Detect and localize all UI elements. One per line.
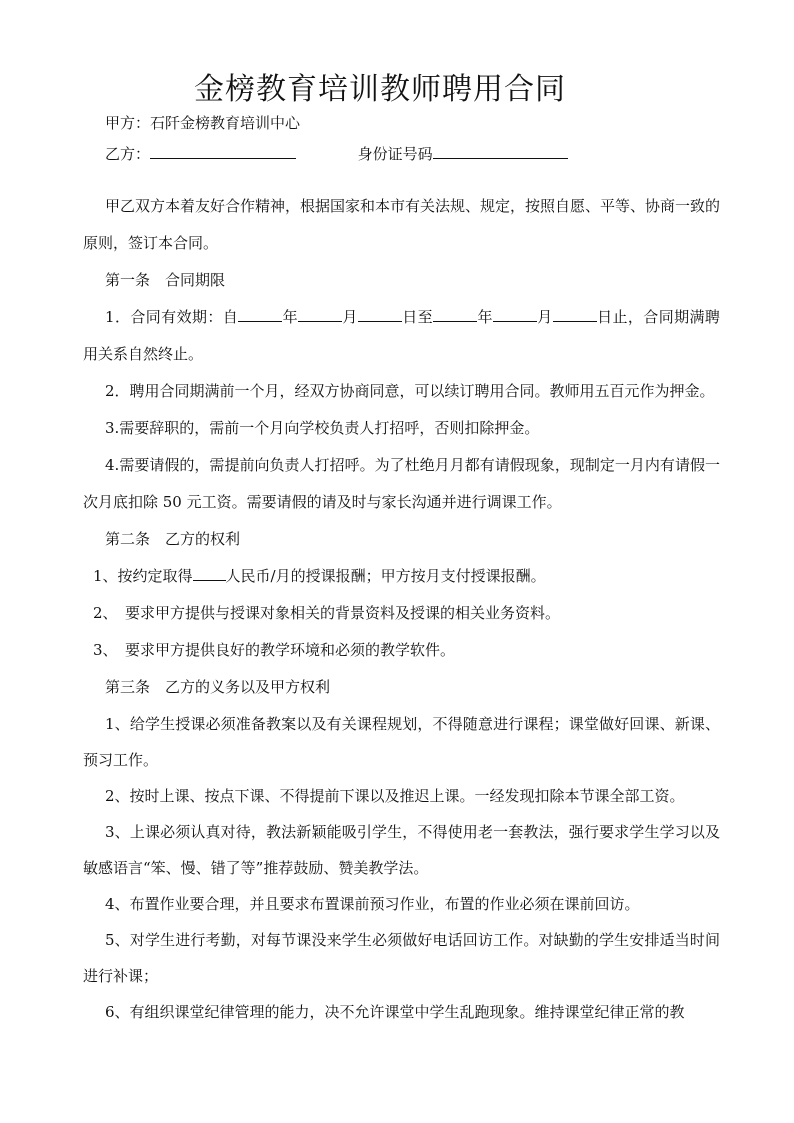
article3-item: 5、对学生进行考勤，对每节课没来学生必须做好电话回访工作。对缺勤的学生安排适当时间进行补课； [83, 931, 720, 985]
id-number-blank[interactable] [433, 144, 568, 159]
salary-blank[interactable] [193, 566, 226, 581]
party-b-label: 乙方： [105, 145, 151, 163]
article1-item3: 3.需要辞职的，需前一个月向学校负责人打招呼，否则扣除押金。 [105, 419, 540, 437]
end-year-blank[interactable] [433, 307, 477, 322]
page-title: 金榜教育培训教师聘用合同 [194, 72, 566, 107]
id-number-label: 身份证号码 [357, 145, 433, 163]
end-day-blank[interactable] [553, 307, 597, 322]
article3-item: 2、按时上课、按点下课、不得提前下课以及推迟上课。一经发现扣除本节课全部工资。 [105, 787, 685, 805]
start-day-blank[interactable] [358, 307, 402, 322]
article3-item: 3、上课必须认真对待，教法新颖能吸引学生，不得使用老一套教法，强行要求学生学习以及敏感语言“笨、慢、错了等”推荐鼓励、赞美教学法。 [83, 823, 720, 877]
article1-item4: 4.需要请假的，需提前向负责人打招呼。为了杜绝月月都有请假现象，现制定一月内有请假一次月底扣除 50 元工资。需要请假的请及时与家长沟通并进行调课工作。 [83, 456, 720, 511]
party-a-value: 石阡金榜教育培训中心 [150, 114, 301, 132]
article3-item: 4、布置作业要合理，并且要求布置课前预习作业，布置的作业必须在课前回访。 [105, 895, 640, 913]
start-month-blank[interactable] [298, 307, 342, 322]
party-b-line [105, 143, 568, 164]
article3-heading: 第三条 乙方的义务以及甲方权利 [105, 678, 331, 696]
article2-item3: 3、 要求甲方提供良好的教学环境和必须的教学软件。 [93, 641, 456, 659]
article3-item: 1、给学生授课必须准备教案以及有关课程规划，不得随意进行课程；课堂做好回课、新课、预习工作。 [83, 715, 720, 769]
article2-item2: 2、 要求甲方提供与授课对象相关的背景资料及授课的相关业务资料。 [93, 604, 561, 622]
party-a-label: 甲方： [105, 114, 151, 132]
article1-item1: 1．合同有效期：自 年 月 日至 年 月 日止，合同期满聘用关系自然终止。 [83, 308, 720, 363]
intro-paragraph: 甲乙双方本着友好合作精神，根据国家和本市有关法规、规定，按照自愿、平等、协商一致的原则，签订本合同。 [83, 197, 721, 252]
end-month-blank[interactable] [493, 307, 537, 322]
party-b-blank[interactable] [150, 144, 296, 159]
article2-heading: 第二条 乙方的权利 [105, 530, 241, 548]
start-year-blank[interactable] [238, 307, 282, 322]
article2-item1: 1、按约定取得 人民币/月的授课报酬；甲方按月支付授课报酬。 [93, 567, 546, 585]
contract-body [83, 188, 720, 1030]
article3-item: 6、有组织课堂纪律管理的能力，决不允许课堂中学生乱跑现象。维持课堂纪律正常的教 [105, 1003, 685, 1021]
party-a-line [105, 112, 300, 133]
article1-heading: 第一条 合同期限 [105, 271, 226, 289]
article1-item2: 2．聘用合同期满前一个月，经双方协商同意，可以续订聘用合同。教师用五百元作为押金。 [105, 382, 715, 400]
